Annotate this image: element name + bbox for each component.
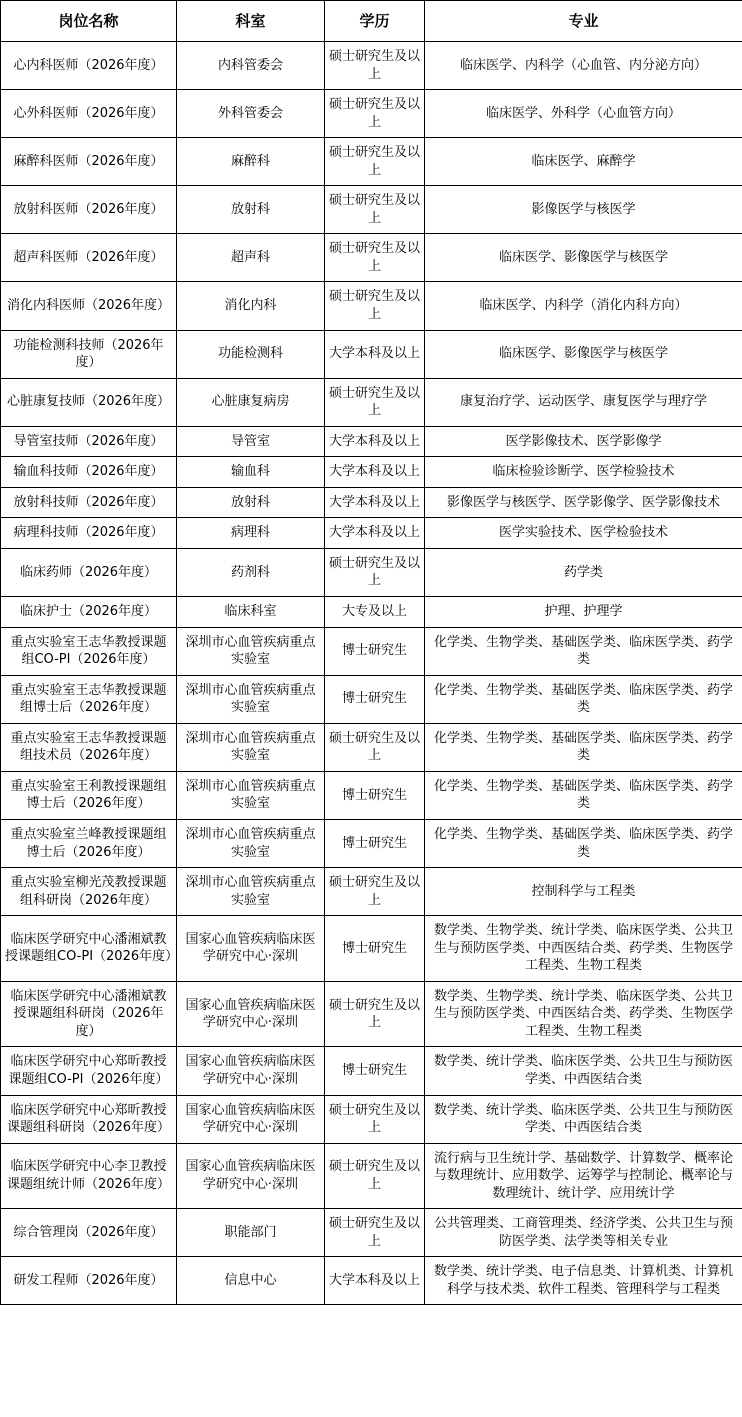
- cell-education: 硕士研究生及以上: [325, 1095, 425, 1143]
- cell-post-name: 重点实验室王志华教授课题组技术员（2026年度）: [1, 723, 177, 771]
- table-row: [1, 42, 742, 90]
- table-row: [1, 1257, 742, 1305]
- cell-major: 数学类、生物学类、统计学类、临床医学类、公共卫生与预防医学类、中西医结合类、药学类、生物医学工程类、生物工程类: [425, 916, 742, 982]
- cell-major: 数学类、统计学类、临床医学类、公共卫生与预防医学类、中西医结合类: [425, 1047, 742, 1095]
- cell-post-name: 麻醉科医师（2026年度）: [1, 138, 177, 186]
- cell-post-name: 心脏康复技师（2026年度）: [1, 378, 177, 426]
- cell-education: 大学本科及以上: [325, 330, 425, 378]
- cell-department: 麻醉科: [177, 138, 325, 186]
- cell-department: 外科管委会: [177, 90, 325, 138]
- cell-education: 博士研究生: [325, 916, 425, 982]
- cell-post-name: 临床护士（2026年度）: [1, 597, 177, 628]
- cell-post-name: 心外科医师（2026年度）: [1, 90, 177, 138]
- cell-department: 国家心血管疾病临床医学研究中心·深圳: [177, 1095, 325, 1143]
- column-header-major: 专业: [425, 1, 742, 42]
- cell-department: 药剂科: [177, 548, 325, 596]
- cell-major: 医学实验技术、医学检验技术: [425, 518, 742, 549]
- cell-department: 消化内科: [177, 282, 325, 330]
- cell-education: 硕士研究生及以上: [325, 42, 425, 90]
- cell-department: 国家心血管疾病临床医学研究中心·深圳: [177, 981, 325, 1047]
- table-header: [1, 1, 742, 42]
- table-row: [1, 378, 742, 426]
- cell-post-name: 功能检测科技师（2026年度）: [1, 330, 177, 378]
- cell-major: 临床医学、外科学（心血管方向）: [425, 90, 742, 138]
- cell-education: 硕士研究生及以上: [325, 723, 425, 771]
- cell-post-name: 消化内科医师（2026年度）: [1, 282, 177, 330]
- cell-education: 博士研究生: [325, 819, 425, 867]
- cell-major: 控制科学与工程类: [425, 868, 742, 916]
- cell-department: 输血科: [177, 457, 325, 488]
- cell-post-name: 临床药师（2026年度）: [1, 548, 177, 596]
- cell-department: 深圳市心血管疾病重点实验室: [177, 627, 325, 675]
- cell-major: 临床医学、影像医学与核医学: [425, 234, 742, 282]
- cell-department: 放射科: [177, 487, 325, 518]
- cell-education: 硕士研究生及以上: [325, 1143, 425, 1209]
- cell-department: 国家心血管疾病临床医学研究中心·深圳: [177, 916, 325, 982]
- cell-department: 心脏康复病房: [177, 378, 325, 426]
- cell-major: 医学影像技术、医学影像学: [425, 426, 742, 457]
- table-row: [1, 330, 742, 378]
- column-header-education: 学历: [325, 1, 425, 42]
- cell-post-name: 输血科技师（2026年度）: [1, 457, 177, 488]
- table-body: [1, 42, 742, 1305]
- cell-major: 化学类、生物学类、基础医学类、临床医学类、药学类: [425, 675, 742, 723]
- table-row: [1, 186, 742, 234]
- cell-post-name: 临床医学研究中心郑昕教授课题组科研岗（2026年度）: [1, 1095, 177, 1143]
- cell-education: 博士研究生: [325, 675, 425, 723]
- cell-major: 化学类、生物学类、基础医学类、临床医学类、药学类: [425, 723, 742, 771]
- cell-post-name: 综合管理岗（2026年度）: [1, 1209, 177, 1257]
- cell-department: 放射科: [177, 186, 325, 234]
- table-row: [1, 981, 742, 1047]
- table-row: [1, 597, 742, 628]
- cell-major: 化学类、生物学类、基础医学类、临床医学类、药学类: [425, 627, 742, 675]
- cell-department: 内科管委会: [177, 42, 325, 90]
- cell-education: 硕士研究生及以上: [325, 138, 425, 186]
- table-row: [1, 819, 742, 867]
- cell-department: 信息中心: [177, 1257, 325, 1305]
- cell-education: 硕士研究生及以上: [325, 186, 425, 234]
- cell-post-name: 放射科技师（2026年度）: [1, 487, 177, 518]
- cell-major: 临床检验诊断学、医学检验技术: [425, 457, 742, 488]
- cell-education: 大学本科及以上: [325, 1257, 425, 1305]
- table-header-row: [1, 1, 742, 42]
- column-header-department: 科室: [177, 1, 325, 42]
- cell-department: 深圳市心血管疾病重点实验室: [177, 868, 325, 916]
- cell-major: 影像医学与核医学: [425, 186, 742, 234]
- cell-major: 数学类、统计学类、电子信息类、计算机类、计算机科学与技术类、软件工程类、管理科学与工程类: [425, 1257, 742, 1305]
- table-row: [1, 627, 742, 675]
- cell-department: 深圳市心血管疾病重点实验室: [177, 675, 325, 723]
- cell-department: 国家心血管疾病临床医学研究中心·深圳: [177, 1047, 325, 1095]
- cell-major: 数学类、统计学类、临床医学类、公共卫生与预防医学类、中西医结合类: [425, 1095, 742, 1143]
- cell-education: 硕士研究生及以上: [325, 282, 425, 330]
- cell-education: 博士研究生: [325, 1047, 425, 1095]
- cell-major: 流行病与卫生统计学、基础数学、计算数学、概率论与数理统计、应用数学、运筹学与控制论、概率论与数理统计、统计学、应用统计学: [425, 1143, 742, 1209]
- table-row: [1, 548, 742, 596]
- cell-post-name: 重点实验室王利教授课题组博士后（2026年度）: [1, 771, 177, 819]
- table-row: [1, 518, 742, 549]
- cell-major: 影像医学与核医学、医学影像学、医学影像技术: [425, 487, 742, 518]
- cell-education: 硕士研究生及以上: [325, 378, 425, 426]
- cell-post-name: 临床医学研究中心潘湘斌教授课题组CO-PI（2026年度）: [1, 916, 177, 982]
- cell-education: 大学本科及以上: [325, 457, 425, 488]
- cell-post-name: 重点实验室柳光茂教授课题组科研岗（2026年度）: [1, 868, 177, 916]
- table-row: [1, 457, 742, 488]
- table-row: [1, 138, 742, 186]
- cell-major: 临床医学、麻醉学: [425, 138, 742, 186]
- table-row: [1, 1143, 742, 1209]
- cell-major: 护理、护理学: [425, 597, 742, 628]
- table-row: [1, 1095, 742, 1143]
- cell-department: 功能检测科: [177, 330, 325, 378]
- table-row: [1, 282, 742, 330]
- cell-department: 导管室: [177, 426, 325, 457]
- cell-major: 化学类、生物学类、基础医学类、临床医学类、药学类: [425, 819, 742, 867]
- cell-post-name: 超声科医师（2026年度）: [1, 234, 177, 282]
- table-row: [1, 868, 742, 916]
- cell-department: 深圳市心血管疾病重点实验室: [177, 771, 325, 819]
- table-row: [1, 234, 742, 282]
- cell-education: 博士研究生: [325, 627, 425, 675]
- column-header-post-name: 岗位名称: [1, 1, 177, 42]
- cell-education: 大学本科及以上: [325, 426, 425, 457]
- table-row: [1, 675, 742, 723]
- cell-department: 临床科室: [177, 597, 325, 628]
- cell-education: 硕士研究生及以上: [325, 981, 425, 1047]
- cell-department: 职能部门: [177, 1209, 325, 1257]
- cell-major: 临床医学、影像医学与核医学: [425, 330, 742, 378]
- cell-major: 化学类、生物学类、基础医学类、临床医学类、药学类: [425, 771, 742, 819]
- cell-education: 大学本科及以上: [325, 487, 425, 518]
- table-row: [1, 90, 742, 138]
- table-row: [1, 1047, 742, 1095]
- cell-education: 硕士研究生及以上: [325, 548, 425, 596]
- table-row: [1, 916, 742, 982]
- cell-department: 病理科: [177, 518, 325, 549]
- cell-post-name: 临床医学研究中心李卫教授课题组统计师（2026年度）: [1, 1143, 177, 1209]
- cell-education: 硕士研究生及以上: [325, 234, 425, 282]
- cell-post-name: 重点实验室王志华教授课题组博士后（2026年度）: [1, 675, 177, 723]
- cell-department: 国家心血管疾病临床医学研究中心·深圳: [177, 1143, 325, 1209]
- cell-education: 硕士研究生及以上: [325, 1209, 425, 1257]
- cell-education: 大学本科及以上: [325, 518, 425, 549]
- cell-department: 超声科: [177, 234, 325, 282]
- cell-major: 数学类、生物学类、统计学类、临床医学类、公共卫生与预防医学类、中西医结合类、药学类、生物医学工程类、生物工程类: [425, 981, 742, 1047]
- cell-post-name: 临床医学研究中心郑昕教授课题组CO-PI（2026年度）: [1, 1047, 177, 1095]
- cell-major: 药学类: [425, 548, 742, 596]
- cell-major: 康复治疗学、运动医学、康复医学与理疗学: [425, 378, 742, 426]
- cell-post-name: 放射科医师（2026年度）: [1, 186, 177, 234]
- cell-post-name: 重点实验室王志华教授课题组CO-PI（2026年度）: [1, 627, 177, 675]
- cell-major: 临床医学、内科学（心血管、内分泌方向）: [425, 42, 742, 90]
- cell-post-name: 病理科技师（2026年度）: [1, 518, 177, 549]
- cell-post-name: 重点实验室兰峰教授课题组博士后（2026年度）: [1, 819, 177, 867]
- cell-major: 公共管理类、工商管理类、经济学类、公共卫生与预防医学类、法学类等相关专业: [425, 1209, 742, 1257]
- cell-post-name: 临床医学研究中心潘湘斌教授课题组科研岗（2026年度）: [1, 981, 177, 1047]
- cell-major: 临床医学、内科学（消化内科方向）: [425, 282, 742, 330]
- table-row: [1, 1209, 742, 1257]
- cell-department: 深圳市心血管疾病重点实验室: [177, 819, 325, 867]
- cell-department: 深圳市心血管疾病重点实验室: [177, 723, 325, 771]
- cell-post-name: 导管室技师（2026年度）: [1, 426, 177, 457]
- cell-education: 硕士研究生及以上: [325, 868, 425, 916]
- cell-post-name: 心内科医师（2026年度）: [1, 42, 177, 90]
- cell-education: 大专及以上: [325, 597, 425, 628]
- table-row: [1, 771, 742, 819]
- cell-education: 硕士研究生及以上: [325, 90, 425, 138]
- table-row: [1, 723, 742, 771]
- cell-post-name: 研发工程师（2026年度）: [1, 1257, 177, 1305]
- table-row: [1, 426, 742, 457]
- table-row: [1, 487, 742, 518]
- cell-education: 博士研究生: [325, 771, 425, 819]
